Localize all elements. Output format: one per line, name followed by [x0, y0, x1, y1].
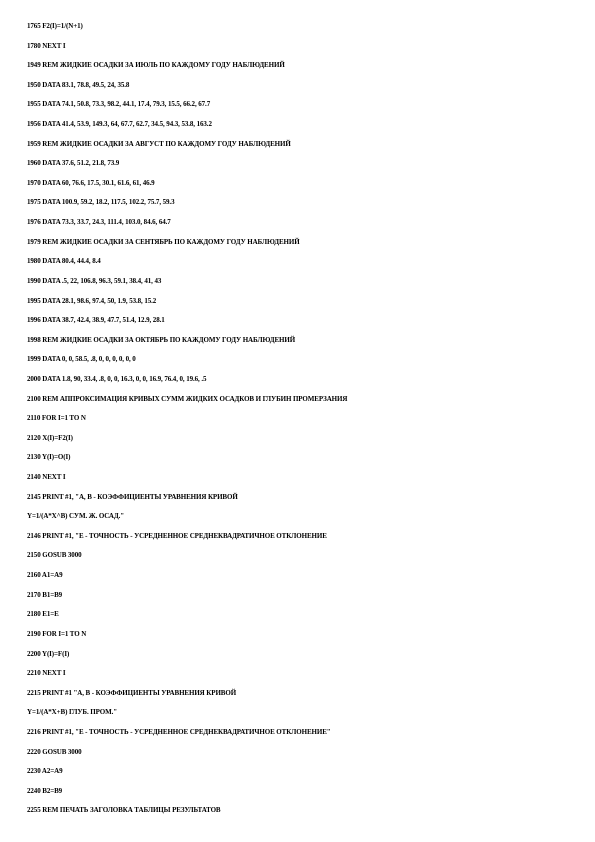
- code-line: 2210 NEXT I: [27, 669, 66, 678]
- code-line: 1959 REM ЖИДКИЕ ОСАДКИ ЗА АВГУСТ ПО КАЖДОМУ ГОДУ НАБЛЮДЕНИЙ: [27, 139, 291, 148]
- code-line: 1780 NEXT I: [27, 41, 66, 50]
- code-line: 2170 B1=B9: [27, 590, 63, 599]
- code-line: Y=1/(A*X^B) СУМ. Ж. ОСАД.": [27, 512, 125, 521]
- code-line: 2145 PRINT #1, "A, B - КОЭФФИЦИЕНТЫ УРАВНЕНИЯ КРИВОЙ: [27, 492, 238, 501]
- code-line: 1996 DATA 38.7, 42.4, 38.9, 47.7, 51.4, 12.9, 28.1: [27, 316, 165, 325]
- code-line: 2230 A2=A9: [27, 767, 63, 776]
- code-line: 1765 F2(I)=1/(N+1): [27, 22, 83, 30]
- code-line: 2220 GOSUB 3000: [27, 747, 82, 756]
- code-line: 1998 REM ЖИДКИЕ ОСАДКИ ЗА ОКТЯБРЬ ПО КАЖДОМУ ГОДУ НАБЛЮДЕНИЙ: [27, 335, 296, 344]
- code-line: 2200 Y(I)=F(I): [27, 649, 70, 658]
- code-line: 1975 DATA 100.9, 59.2, 18.2, 117.5, 102.2, 75.7, 59.3: [27, 198, 175, 207]
- code-line: 2146 PRINT #1, "E - ТОЧНОСТЬ - УСРЕДНЕННОЕ СРЕДНЕКВАДРАТИЧНОЕ ОТКЛОНЕНИЕ: [27, 531, 327, 540]
- code-line: 2150 GOSUB 3000: [27, 551, 82, 560]
- code-line: 2000 DATA 1.8, 90, 33.4, .8, 0, 0, 16.3, 0, 0, 16.9, 76.4, 0, 19.6, .5: [27, 374, 207, 383]
- code-line: Y=1/(A*X+B) ГЛУБ. ПРОМ.": [27, 708, 118, 717]
- code-line: 1949 REM ЖИДКИЕ ОСАДКИ ЗА ИЮЛЬ ПО КАЖДОМУ ГОДУ НАБЛЮДЕНИЙ: [27, 61, 285, 70]
- code-line: 2255 REM ПЕЧАТЬ ЗАГОЛОВКА ТАБЛИЦЫ РЕЗУЛЬТАТОВ: [27, 806, 221, 815]
- code-line: 1956 DATA 41.4, 53.9, 149.3, 64, 67.7, 62.7, 34.5, 94.3, 53.8, 163.2: [27, 120, 212, 129]
- code-line: 1979 REM ЖИДКИЕ ОСАДКИ ЗА СЕНТЯБРЬ ПО КАЖДОМУ ГОДУ НАБЛЮДЕНИЙ: [27, 237, 300, 246]
- code-line: 1976 DATA 73.3, 33.7, 24.3, 111.4, 103.0, 84.6, 64.7: [27, 218, 171, 227]
- code-line: 2130 Y(I)=O(I): [27, 453, 71, 462]
- code-line: 2160 A1=A9: [27, 571, 63, 580]
- code-line: 2240 B2=B9: [27, 786, 63, 795]
- code-line: 1999 DATA 0, 0, 58.5, .8, 0, 0, 0, 0, 0, 0: [27, 355, 136, 364]
- code-line: 2140 NEXT I: [27, 473, 66, 482]
- code-line: 2190 FOR I=1 TO N: [27, 629, 87, 638]
- code-line: 1980 DATA 80.4, 44.4, 8.4: [27, 257, 101, 266]
- code-line: 1950 DATA 83.1, 78.8, 49.5, 24, 35.8: [27, 80, 130, 89]
- code-line: 1970 DATA 60, 76.6, 17.5, 30.1, 61.6, 61, 46.9: [27, 178, 155, 187]
- code-line: 1995 DATA 28.1, 98.6, 97.4, 50, 1.9, 53.8, 15.2: [27, 296, 157, 305]
- code-line: 1990 DATA .5, 22, 106.8, 96.3, 59.1, 38.4, 41, 43: [27, 276, 162, 285]
- code-line: 2120 X(I)=F2(I): [27, 433, 73, 442]
- code-line: 2215 PRINT #1 "A, B - КОЭФФИЦИЕНТЫ УРАВНЕНИЯ КРИВОЙ: [27, 688, 237, 697]
- code-listing: [27, 17, 587, 821]
- code-line: 1960 DATA 37.6, 51.2, 21.8, 73.9: [27, 159, 120, 168]
- code-line: 2180 E1=E: [27, 610, 59, 619]
- code-line: 1955 DATA 74.1, 50.8, 73.3, 98.2, 44.1, 17.4, 79.3, 15.5, 66.2, 67.7: [27, 100, 211, 109]
- code-line: 2216 PRINT #1, "E - ТОЧНОСТЬ - УСРЕДНЕННОЕ СРЕДНЕКВАДРАТИЧНОЕ ОТКЛОНЕНИЕ": [27, 727, 331, 736]
- code-line: 2110 FOR I=1 TO N: [27, 414, 86, 423]
- code-line: 2100 REM АППРОКСИМАЦИЯ КРИВЫХ СУММ ЖИДКИХ ОСАДКОВ И ГЛУБИН ПРОМЕРЗАНИЯ: [27, 394, 348, 403]
